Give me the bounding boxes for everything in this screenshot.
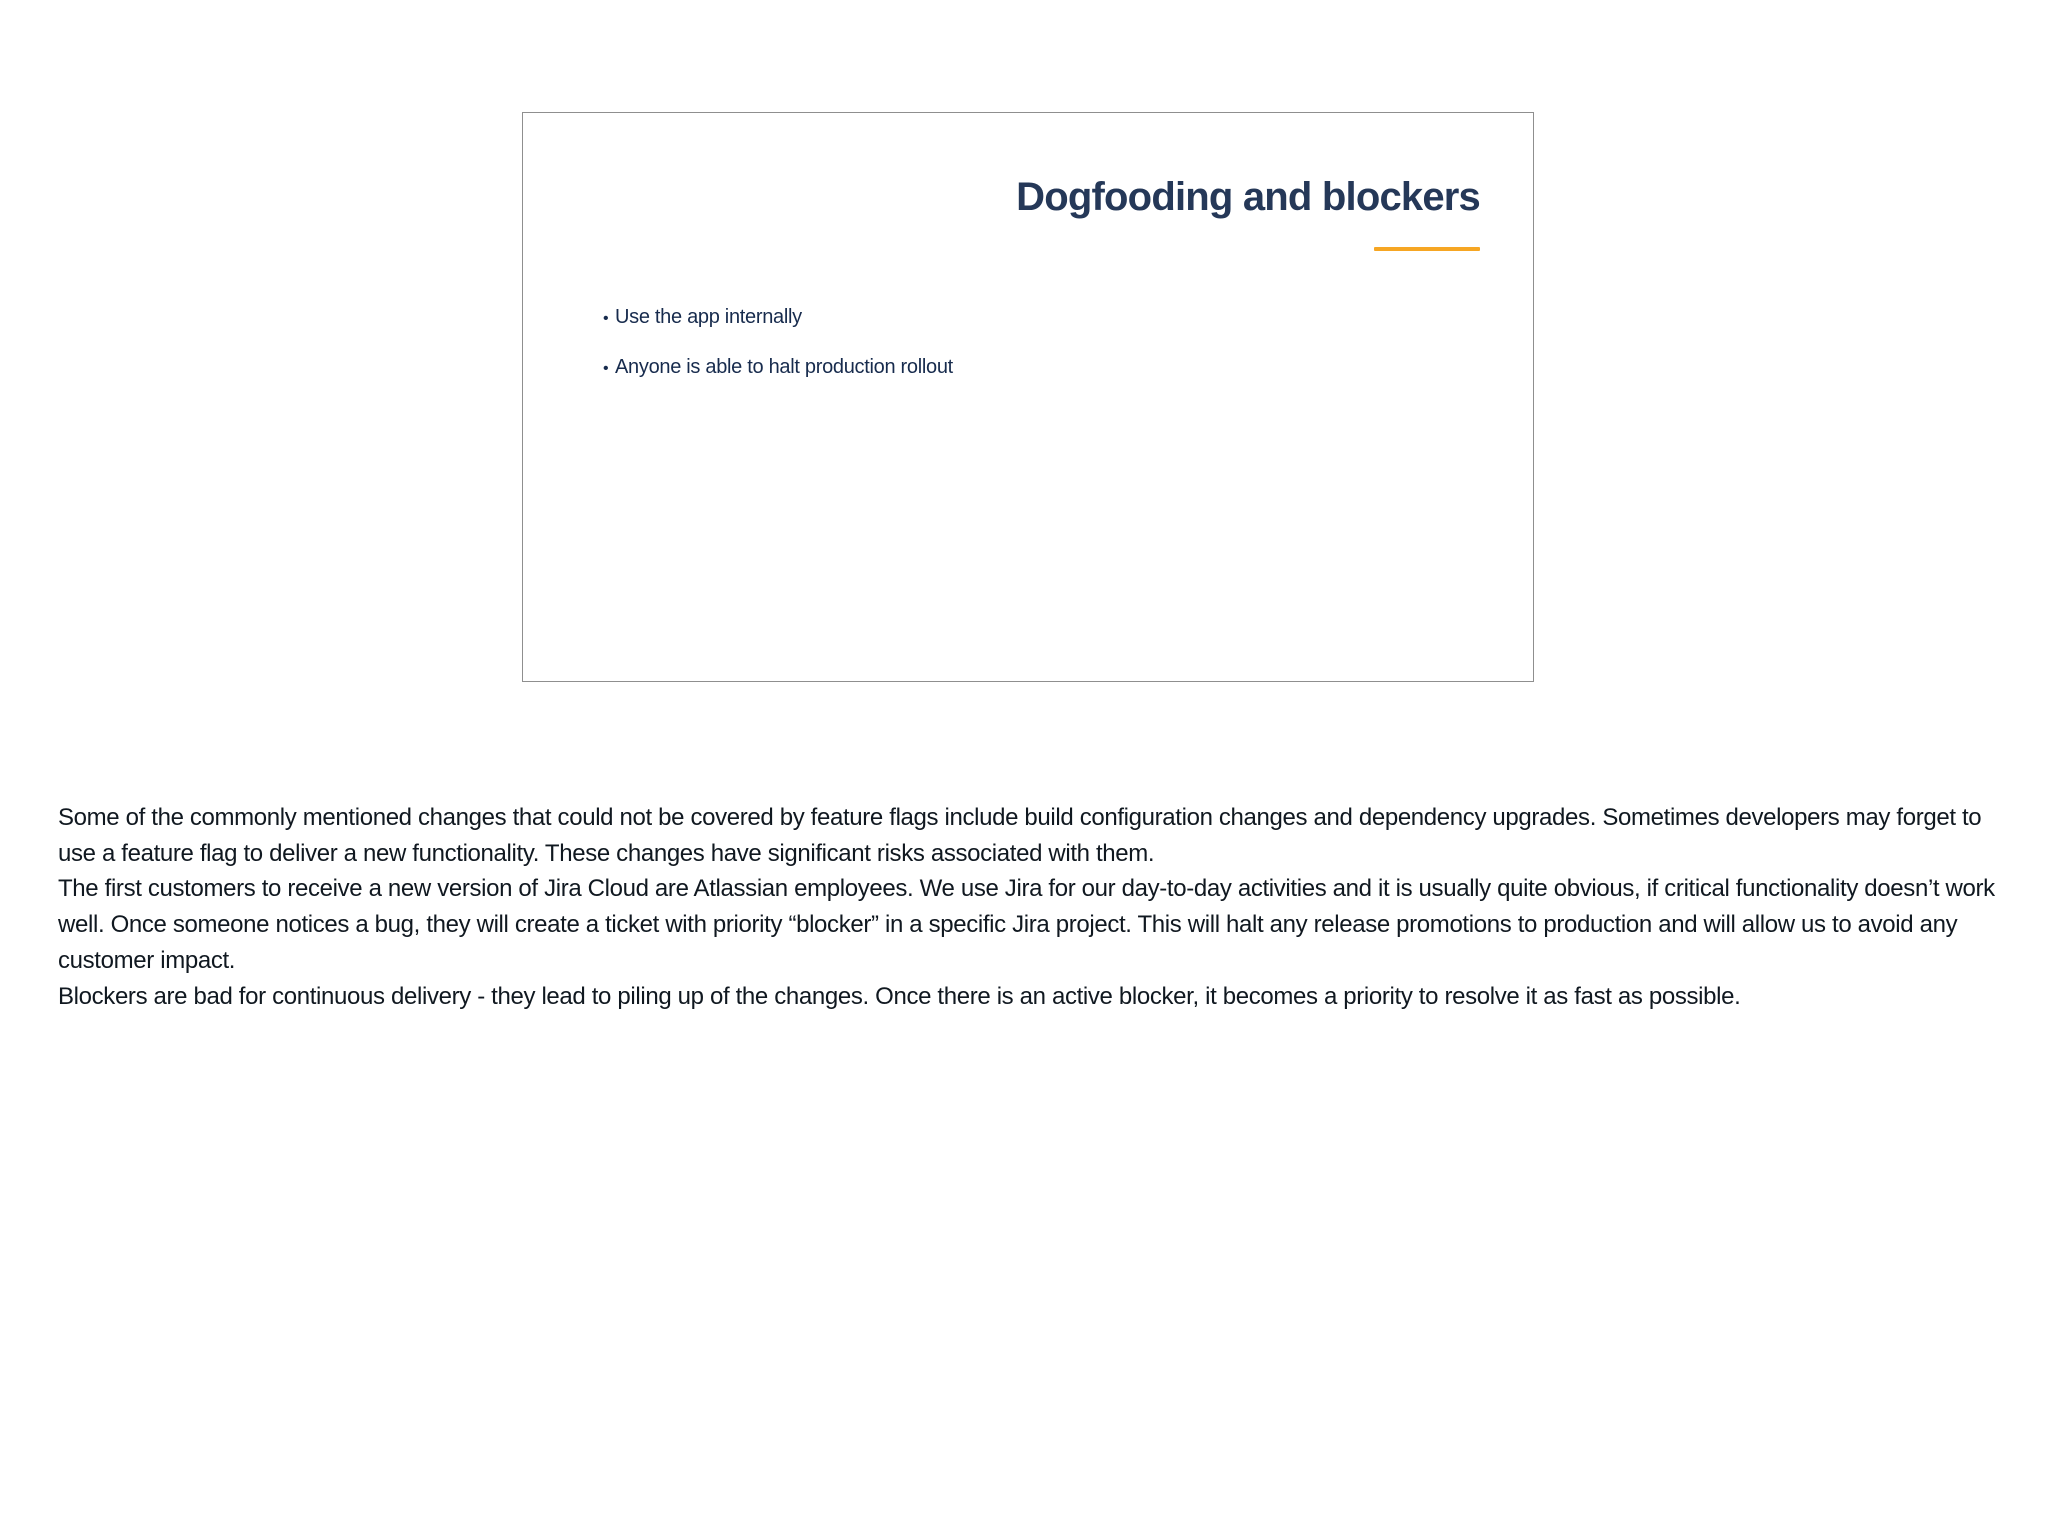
slide-bullet-list <box>603 306 953 406</box>
slide-title: Dogfooding and blockers <box>1016 175 1480 219</box>
bullet-marker: • <box>603 360 609 377</box>
notes-paragraph: Some of the commonly mentioned changes that could not be covered by feature flags include build configuration changes and dependency upgrades. Sometimes developers may forget to use a feature flag to deliver a new functionality. These changes have significant risks associated with them. <box>58 804 1982 867</box>
bullet-text: Use the app internally <box>615 306 802 328</box>
slide-bullet-item <box>603 306 953 356</box>
notes-paragraph: The first customers to receive a new version of Jira Cloud are Atlassian employees. We use Jira for our day-to-day activities and it is usually quite obvious, if critical functionality doesn’t work well. Once someone notices a bug, they will create a ticket with priority “blocker” in a specific Jira project. This will halt any release promotions to production and will allow us to avoid any customer impact. <box>58 875 1995 974</box>
slide-thumbnail <box>522 112 1534 682</box>
title-accent-rule <box>1374 247 1480 251</box>
slide-bullet-item <box>603 356 953 406</box>
speaker-notes <box>58 800 2008 1014</box>
bullet-text: Anyone is able to halt production rollout <box>615 356 953 378</box>
notes-paragraph: Blockers are bad for continuous delivery - they lead to piling up of the changes. Once there is an active blocker, it becomes a priority to resolve it as fast as possible. <box>58 982 1741 1010</box>
bullet-marker: • <box>603 310 609 327</box>
